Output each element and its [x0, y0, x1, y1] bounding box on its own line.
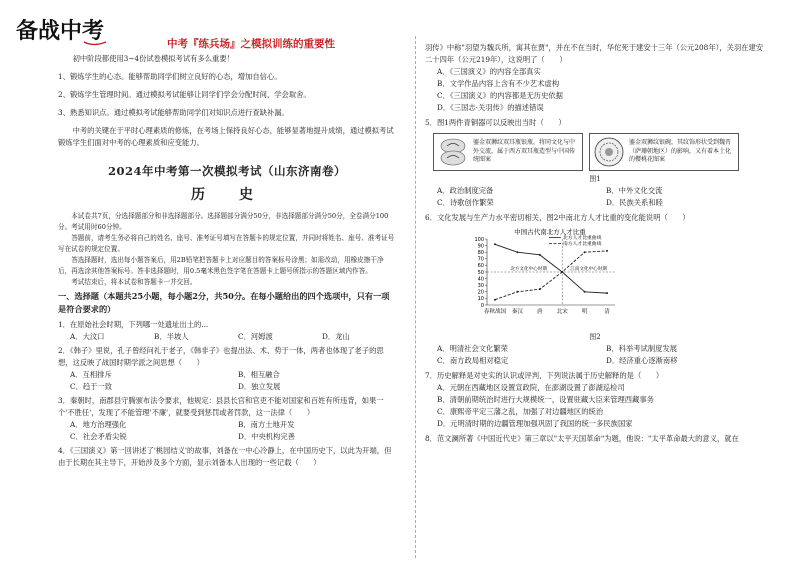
- option-a[interactable]: A．地方治理强化: [70, 420, 127, 429]
- question-stem: 2．《韩子》里说，孔子曾经问礼于老子，《韩非子》也提出法、术、势于一体，两者也体现了老子的思想，这反映了战国时期学派之间思想（ ）: [58, 346, 384, 367]
- q6-options: [425, 343, 765, 367]
- question-4: [58, 445, 396, 469]
- talent-ratio-chart: [465, 227, 625, 327]
- question-stem: 3．秦朝时，南郡县守腾颁布法令要求，他规定：县县长官和官吏不能对国家和百姓有所违背，如果一个'不胜任'，发现了不能管理'不廉'，就要受到惩罚或者罚款，这一法律（ ）: [58, 396, 384, 417]
- question-7: 7．历史解释是对史实的认识或评判，下列说法属于历史解释的是（ ）: [425, 371, 664, 380]
- option-c[interactable]: C．南方政局相对稳定: [437, 356, 509, 365]
- data-point: [516, 291, 518, 293]
- option-c[interactable]: C．诗歌创作繁荣: [437, 198, 494, 207]
- options: [58, 369, 396, 393]
- question-8: 8．范文澜所著《中国近代史》第三章以"太平天国革命"为题，他说："太平革命最大的意义，就在: [425, 434, 739, 443]
- question-6: 6．文化发展与生产力水平密切相关，图2中南北方人才比重的变化能说明（ ）: [425, 213, 690, 222]
- q7-options: [425, 382, 765, 430]
- x-tick-label: 春秋战国: [483, 309, 507, 315]
- point-2: 2、锻炼学生管理时间。通过模拟考试能够让同学们学会分配时间，学会取舍。: [58, 90, 311, 99]
- annotation-north-period: 北方文化中心时期: [510, 267, 547, 272]
- question-1: [58, 319, 396, 343]
- y-tick-label: 80: [477, 250, 484, 256]
- figure-2-label: 图2: [589, 333, 601, 341]
- banner-title: 中考『练兵场』之模拟训练的重要性: [167, 38, 335, 50]
- option-b[interactable]: B．中外文化交流: [606, 186, 663, 195]
- subject-title: 历 史: [191, 187, 263, 203]
- option-a[interactable]: A．大汶口: [70, 332, 105, 341]
- question-3: [58, 395, 396, 443]
- option-d[interactable]: D．龙山: [322, 332, 350, 341]
- question-5: 5．图1两件青铜器可以反映出当时（ ）: [425, 118, 566, 127]
- x-tick-label: 明: [581, 309, 588, 315]
- option-d[interactable]: D．中央机构完善: [238, 432, 295, 441]
- figure-1-right-caption: 鎏金双狮纹银碗，其纹饰形状受到魏晋（萨珊朝地区）的影响，又有着本土化的樱桃花图案: [629, 139, 732, 164]
- data-point: [539, 288, 541, 290]
- note-4: 考试结束后，将本试卷和答题卡一并交回。: [71, 278, 197, 286]
- data-point: [584, 251, 586, 253]
- figure-1-left-caption: 鎏金双狮纹双耳瓶银瓶，将同文化与中外交流，属于西方双耳瓶造型与中国传统图案: [473, 139, 576, 164]
- option-a[interactable]: A．《三国演义》的内容全部真实: [437, 67, 541, 76]
- x-tick-label: 北宋: [556, 309, 568, 315]
- y-tick-label: 20: [477, 289, 484, 296]
- option-c[interactable]: C．河姆渡: [238, 332, 273, 341]
- x-tick-label: 唐: [537, 309, 543, 315]
- option-a[interactable]: A．元朝在西藏地区设置宣政院，在澎湖设置了澎湖巡检司: [437, 383, 625, 392]
- y-tick-label: 60: [477, 263, 484, 270]
- note-2: 答题前，请考生务必将自己的姓名、座号、准考证号填写在答题卡的规定位置，并同时将姓名、座号、准考证号写在试卷的规定位置。: [58, 234, 395, 253]
- note-1: 本试卷共7页，分选择题部分和非选择题部分。选择题部分满分50分，非选择题部分满分50分，全卷满分100分。考试用时60分钟。: [58, 212, 389, 231]
- data-point: [561, 271, 563, 273]
- point-1: 1、锻炼学生的心态。能够帮助同学们树立良好的心态，增加自信心。: [58, 72, 282, 81]
- options: [58, 419, 396, 443]
- y-tick-label: 50: [477, 269, 484, 276]
- silver-jar-image: [436, 136, 470, 168]
- point-3: 3、熟悉知识点。通过模拟考试能够帮助同学们对知识点进行查缺补漏。: [58, 108, 289, 117]
- option-d[interactable]: D．元明清时期的边疆管理加强巩固了我国的统一多民族国家: [437, 419, 633, 428]
- option-c[interactable]: C．社会矛盾尖锐: [70, 432, 127, 441]
- data-point: [584, 291, 586, 293]
- note-3: 答选择题时，选出每小题答案后，用2B铅笔把答题卡上对应题目的答案标号涂黑；如需改动，用橡皮擦干净后，再选涂其他答案标号。答非选择题时，用0.5毫米黑色签字笔在答题卡上题号所指示的答题区域内作答。: [58, 256, 384, 275]
- exam-title: 2024年中考第一次模拟考试（山东济南卷）: [107, 164, 346, 178]
- data-point: [539, 254, 541, 256]
- question-stem: 4．《三国演义》第一回讲述了'桃园结义'的故事，刘备在一中心冷静上，在中国历史下，以此为开端，但由于长期在其主导下，开始涉及多个方面，显示刘备本人出现的一些记载（ ）: [58, 446, 392, 467]
- legend-label: 南方人才比重曲线: [563, 242, 602, 247]
- logo-text: 备战中考: [16, 19, 105, 44]
- y-tick-label: 90: [477, 243, 484, 250]
- option-c[interactable]: C．《三国演义》的内容都是无历史依据: [437, 91, 563, 100]
- annotation-south-period: 江南文化中心时期: [570, 267, 607, 272]
- option-b[interactable]: B．南方土地开发: [238, 420, 295, 429]
- data-point: [606, 250, 608, 252]
- y-tick-label: 30: [477, 283, 484, 289]
- right-column: [425, 42, 765, 445]
- option-b[interactable]: B．相互融合: [238, 370, 280, 379]
- option-d[interactable]: D．民族关系和睦: [606, 198, 663, 207]
- option-d[interactable]: D．经济重心逐渐南移: [606, 356, 678, 365]
- chart-title: 中国古代南北方人才比重: [514, 228, 586, 236]
- column-divider: [415, 36, 416, 558]
- question-4-continued: 羽传》中称"羽望为魏兵所，寓其在贾"，并在不在当时，华佗死于建安十三年（公元208年），关羽在建安二十四年（公元219年），这说明了（ ）: [425, 43, 764, 64]
- intro-text: 初中阶段都使用3~4份试卷模拟考试有多么重要！: [72, 54, 234, 63]
- data-point: [516, 251, 518, 253]
- left-column: [58, 38, 396, 469]
- figure-1-label: 图1: [589, 175, 601, 183]
- option-a[interactable]: A．互相排斥: [70, 370, 112, 379]
- y-tick-label: 100: [474, 236, 484, 243]
- option-c[interactable]: C．康熙帝平定三藩之乱，加强了对边疆地区的统治: [437, 407, 604, 416]
- option-b[interactable]: B．科举考试制度发展: [606, 344, 678, 353]
- option-b[interactable]: B．清朝前期统治时进行大规模统一，设置驻藏大臣来管理西藏事务: [437, 395, 654, 404]
- q5-options: [425, 185, 765, 209]
- data-point: [494, 243, 496, 245]
- y-tick-label: 40: [477, 276, 484, 283]
- figure-1-left-panel: [433, 133, 583, 171]
- option-a[interactable]: A．政治制度完备: [437, 186, 494, 195]
- x-tick-label: 清: [604, 309, 610, 315]
- legend-label: 北方人才比重曲线: [563, 236, 602, 241]
- option-b[interactable]: B．半坡人: [154, 332, 189, 341]
- option-a[interactable]: A．明清社会文化繁荣: [437, 344, 508, 353]
- question-2: [58, 345, 396, 393]
- silver-bowl-image: [592, 136, 626, 168]
- option-d[interactable]: D．《三国志·关羽传》的描述错误: [437, 103, 544, 112]
- y-tick-label: 0: [480, 302, 484, 309]
- y-tick-label: 10: [477, 296, 484, 303]
- question-stem: 1．在原始社会时期，下列哪一处遗址出土的...: [58, 320, 209, 329]
- closing-text: 中考的关键在于平时心理素质的修炼，在考场上保持良好心态，能够显著地提升成绩，通过模拟考试锻炼学生们面对中考的心理素质和应变能力。: [58, 126, 394, 147]
- x-tick-label: 秦汉: [511, 309, 523, 315]
- section-heading: 一、选择题（本题共25小题，每小题2分，共50分。在每小题给出的四个选项中，只有一项是符合要求的）: [58, 291, 390, 314]
- figure-1-right-panel: [589, 133, 739, 171]
- data-point: [494, 299, 496, 301]
- data-point: [606, 292, 608, 294]
- option-b[interactable]: B．文学作品内容上含有不少艺术虚构: [437, 79, 560, 88]
- option-c[interactable]: C．趋于一致: [70, 382, 113, 391]
- figure-1: [433, 133, 765, 171]
- exam-notes: [58, 211, 396, 288]
- option-d[interactable]: D．独立发展: [238, 382, 281, 391]
- options: [58, 331, 396, 343]
- y-tick-label: 70: [477, 256, 484, 263]
- q4-options: [425, 66, 765, 114]
